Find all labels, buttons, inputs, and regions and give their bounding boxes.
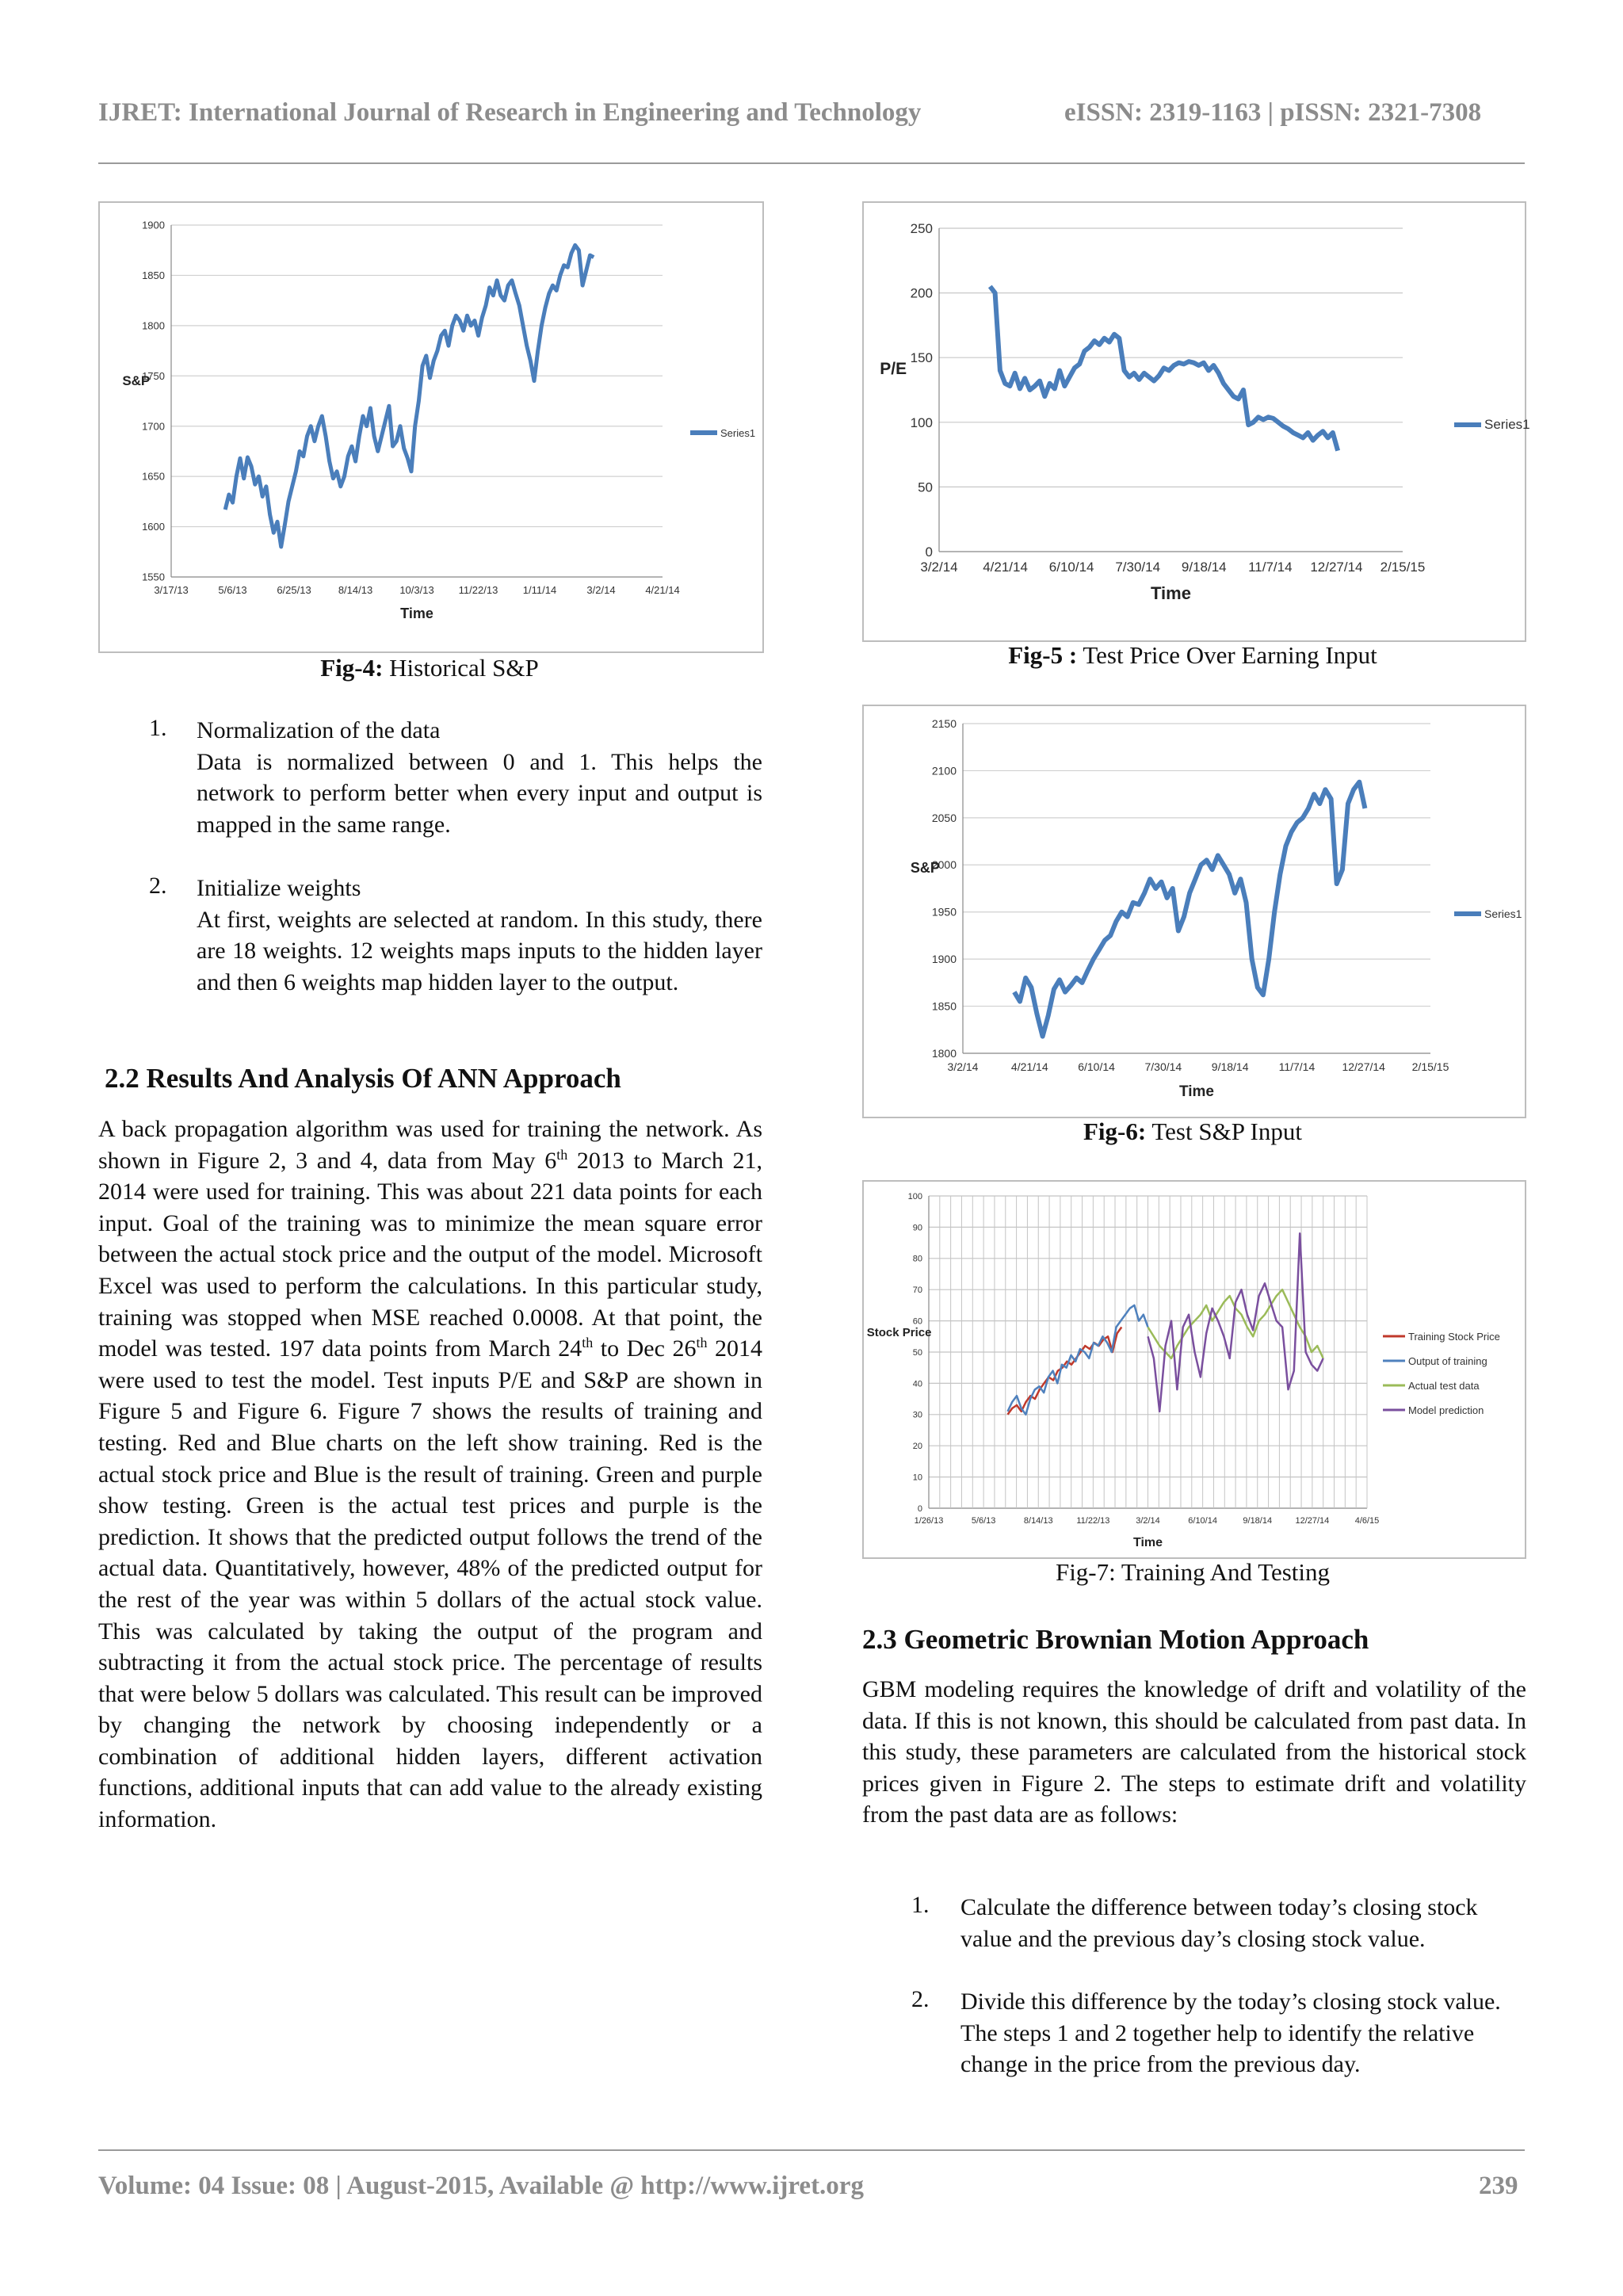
fig5-xtick-label: 7/30/14 <box>1115 560 1161 575</box>
section-2-2-title: 2.2 Results And Analysis Of ANN Approach <box>105 1063 621 1094</box>
fig5-caption <box>862 641 1523 670</box>
fig7-ytick-label: 10 <box>912 1473 922 1483</box>
section-2-3-paragraph: GBM modeling requires the knowledge of drift and volatility of the data. If this is not known, this should be calculated from past data. In this study, these parameters are calculated from the historical stock prices given in Figure 2. The steps to estimate drift and volatility from the past data are as follows: <box>862 1676 1526 1828</box>
fig4-chart <box>98 201 764 653</box>
fig7-ytick-label: 50 <box>912 1347 922 1358</box>
fig7-ytick-label: 60 <box>912 1316 922 1327</box>
fig4-xtick-label: 11/22/13 <box>458 584 498 596</box>
sup-2: th <box>582 1335 594 1351</box>
right-list-num-1: 1. <box>911 1892 930 1918</box>
fig4-ytick-label: 1850 <box>142 269 165 281</box>
left-list-item-2 <box>197 873 762 998</box>
fig4-xtick-label: 5/6/13 <box>218 584 247 596</box>
fig4-caption <box>98 654 761 682</box>
fig4-caption-label: Fig-4: <box>320 654 384 682</box>
fig6-x-axis-title: Time <box>1178 1083 1215 1100</box>
right-list-num-2: 2. <box>911 1986 930 2012</box>
fig6-xtick-label: 4/21/14 <box>1010 1060 1048 1073</box>
fig6-y-axis-title: S&P <box>910 860 940 876</box>
fig5-ytick-label: 250 <box>910 220 933 236</box>
fig5-ytick-label: 100 <box>910 415 933 430</box>
fig4-ytick-label: 1650 <box>142 470 165 483</box>
left-list-num-1: 1. <box>149 715 167 741</box>
fig6-ytick-label: 2050 <box>931 811 957 824</box>
fig5-ytick-label: 200 <box>910 285 933 301</box>
fig4-ytick-label: 1900 <box>142 219 165 231</box>
footer-rule <box>98 2149 1525 2151</box>
section-2-3-title: 2.3 Geometric Brownian Motion Approach <box>862 1624 1369 1655</box>
fig5-ytick-label: 150 <box>910 350 933 366</box>
fig4-xtick-label: 10/3/13 <box>399 584 434 596</box>
fig6-xtick-label: 9/18/14 <box>1211 1060 1249 1073</box>
fig5-xtick-label: 3/2/14 <box>920 560 958 575</box>
left-list-text-2: At first, weights are selected at random. In this study, there are 18 weights. 12 weights maps inputs to the hidden layer and then 6 weights map hidden layer to the output. <box>197 906 762 995</box>
fig4-ytick-label: 1750 <box>142 369 165 382</box>
fig4-xtick-label: 3/2/14 <box>586 584 616 596</box>
fig4-legend-label: Series1 <box>720 427 756 439</box>
fig7-legend-label: Model prediction <box>1408 1404 1484 1416</box>
fig6-ytick-label: 1850 <box>931 999 957 1013</box>
fig5-x-axis-title: Time <box>1151 583 1191 603</box>
fig6-ytick-label: 1900 <box>931 953 957 966</box>
fig5-ytick-label: 0 <box>925 544 933 560</box>
fig6-xtick-label: 11/7/14 <box>1278 1060 1316 1073</box>
fig5-xtick-label: 6/10/14 <box>1048 560 1094 575</box>
fig5-xtick-label: 2/15/15 <box>1380 560 1426 575</box>
fig6-svg <box>864 706 1525 1117</box>
fig6-ytick-label: 2100 <box>931 764 957 777</box>
fig7-ytick-label: 40 <box>912 1379 922 1389</box>
left-list-title-1: Normalization of the data <box>197 717 441 743</box>
para-b: 2013 to March 21, 2014 were used for training. This was about 221 data points for each input. Goal of the training was to minimize the mean square error between the actual stock price and the output of the model. Microsoft Excel was used to perform the calculations. In this particular study, training was stopped when MSE reached 0.0008. At that point, the model was tested. 197 data points from March 24 <box>98 1147 762 1362</box>
fig5-legend-label: Series1 <box>1484 417 1530 432</box>
footer-page-number: 239 <box>1479 2172 1518 2200</box>
journal-header: IJRET: International Journal of Research in Engineering and Technology <box>98 98 922 127</box>
fig7-ytick-label: 30 <box>912 1410 922 1420</box>
fig7-xtick-label: 12/27/14 <box>1295 1516 1330 1526</box>
fig6-xtick-label: 6/10/14 <box>1078 1060 1115 1073</box>
fig4-ytick-label: 1800 <box>142 319 165 332</box>
fig6-xtick-label: 3/2/14 <box>947 1060 979 1073</box>
fig6-chart <box>862 705 1526 1118</box>
fig5-caption-text: Test Price Over Earning Input <box>1077 641 1377 669</box>
fig6-xtick-label: 7/30/14 <box>1144 1060 1182 1073</box>
fig7-xtick-label: 9/18/14 <box>1243 1516 1273 1526</box>
fig6-xtick-label: 12/27/14 <box>1342 1060 1385 1073</box>
fig7-xtick-label: 5/6/13 <box>971 1516 996 1526</box>
right-list-item-2: Divide this difference by the today’s closing stock value. The steps 1 and 2 together help to identify the relative change in the price from the previous day. <box>960 1988 1501 2078</box>
footer-volume: Volume: 04 Issue: 08 | August-2015, Available @ http://www.ijret.org <box>98 2172 864 2200</box>
issn-header: eISSN: 2319-1163 | pISSN: 2321-7308 <box>1064 98 1482 127</box>
section-2-2-paragraph <box>98 1114 762 1836</box>
fig6-caption-label: Fig-6: <box>1083 1117 1147 1145</box>
fig6-caption <box>862 1117 1523 1146</box>
fig5-xtick-label: 4/21/14 <box>983 560 1028 575</box>
fig7-legend-label: Actual test data <box>1408 1380 1480 1392</box>
fig4-xtick-label: 1/11/14 <box>522 584 557 596</box>
fig7-y-axis-title: Stock Price <box>866 1326 932 1339</box>
fig5-xtick-label: 11/7/14 <box>1248 560 1293 575</box>
fig7-legend-label: Output of training <box>1408 1355 1487 1367</box>
fig4-y-axis-title: S&P <box>122 373 151 388</box>
fig6-legend-label: Series1 <box>1484 907 1522 920</box>
para-d: 2014 were used to test the model. Test inputs P/E and S&P are shown in Figure 5 and Figure 6. Figure 7 shows the results of training and testing. Red and Blue charts on the left show training. Red is the actual stock price and Blue is the result of training. Green and purple show testing. Green is the actual test prices and purple is the prediction. It shows that the predicted output follows the trend of the actual data. Quantitatively, however, 48% of the predicted output for the rest of the year was within 5 dollars of the actual stock value. This was calculated by taking the output of the program and subtracting it from the actual stock price. The percentage of results that were below 5 dollars was calculated. This result can be improved by changing the network by choosing independently or a combination of additional hidden layers, different activation functions, additional inputs that can add value to the already existing information. <box>98 1335 762 1833</box>
fig7-chart <box>862 1180 1526 1559</box>
fig7-ytick-label: 20 <box>912 1442 922 1452</box>
fig4-series-line <box>225 245 594 547</box>
para-a: A back propagation algorithm was used for training the network. As shown in Figure 2, 3 and 4, data from May 6 <box>98 1116 762 1174</box>
fig7-xtick-label: 6/10/14 <box>1188 1516 1217 1526</box>
fig4-xtick-label: 3/17/13 <box>154 584 189 596</box>
fig6-ytick-label: 2150 <box>931 716 957 730</box>
left-list-item-1 <box>197 715 762 840</box>
fig6-ytick-label: 1800 <box>931 1046 957 1060</box>
fig4-ytick-label: 1550 <box>142 571 165 583</box>
fig5-series-line <box>990 286 1338 450</box>
para-c: to Dec 26 <box>593 1335 697 1362</box>
fig6-ytick-label: 2000 <box>931 858 957 872</box>
fig5-ytick-label: 50 <box>918 479 933 495</box>
fig7-legend-label: Training Stock Price <box>1408 1331 1500 1343</box>
fig7-ytick-label: 70 <box>912 1286 922 1296</box>
fig7-xtick-label: 11/22/13 <box>1076 1516 1110 1526</box>
sup-1: th <box>556 1146 568 1163</box>
fig4-x-axis-title: Time <box>400 606 433 621</box>
fig4-xtick-label: 6/25/13 <box>277 584 311 596</box>
fig7-xtick-label: 4/6/15 <box>1354 1516 1380 1526</box>
fig7-ytick-label: 100 <box>907 1191 922 1201</box>
left-list-title-2: Initialize weights <box>197 875 361 901</box>
fig4-ytick-label: 1700 <box>142 420 165 433</box>
fig7-xtick-label: 3/2/14 <box>1136 1516 1160 1526</box>
fig6-caption-text: Test S&P Input <box>1146 1117 1302 1145</box>
fig5-xtick-label: 12/27/14 <box>1310 560 1363 575</box>
fig7-ytick-label: 90 <box>912 1223 922 1233</box>
fig4-xtick-label: 8/14/13 <box>338 584 373 596</box>
fig5-xtick-label: 9/18/14 <box>1181 560 1227 575</box>
fig4-svg <box>100 203 762 651</box>
fig7-caption: Fig-7: Training And Testing <box>1055 1558 1331 1586</box>
fig7-xtick-label: 8/14/13 <box>1023 1516 1053 1526</box>
fig6-ytick-label: 1950 <box>931 905 957 919</box>
header-rule <box>98 162 1525 164</box>
fig7-xtick-label: 1/26/13 <box>914 1516 944 1526</box>
right-list-item-1: Calculate the difference between today’s closing stock value and the previous day’s closing stock value. <box>960 1894 1478 1952</box>
fig6-xtick-label: 2/15/15 <box>1411 1060 1449 1073</box>
fig4-xtick-label: 4/21/14 <box>645 584 680 596</box>
fig5-svg <box>864 203 1530 640</box>
fig4-ytick-label: 1600 <box>142 521 165 533</box>
fig7-ytick-label: 0 <box>917 1503 922 1514</box>
fig6-series-line <box>1014 782 1365 1037</box>
fig7-svg <box>864 1182 1525 1557</box>
sup-3: th <box>696 1335 708 1351</box>
left-list-num-2: 2. <box>149 873 167 899</box>
fig7-x-axis-title: Time <box>1132 1536 1163 1549</box>
fig5-caption-label: Fig-5 : <box>1008 641 1078 669</box>
fig7-ytick-label: 80 <box>912 1254 922 1264</box>
fig5-chart <box>862 201 1530 642</box>
fig4-caption-text: Historical S&P <box>383 654 539 682</box>
fig5-y-axis-title: P/E <box>880 360 907 378</box>
left-list-text-1: Data is normalized between 0 and 1. This helps the network to perform better when every input and output is mapped in the same range. <box>197 748 762 838</box>
